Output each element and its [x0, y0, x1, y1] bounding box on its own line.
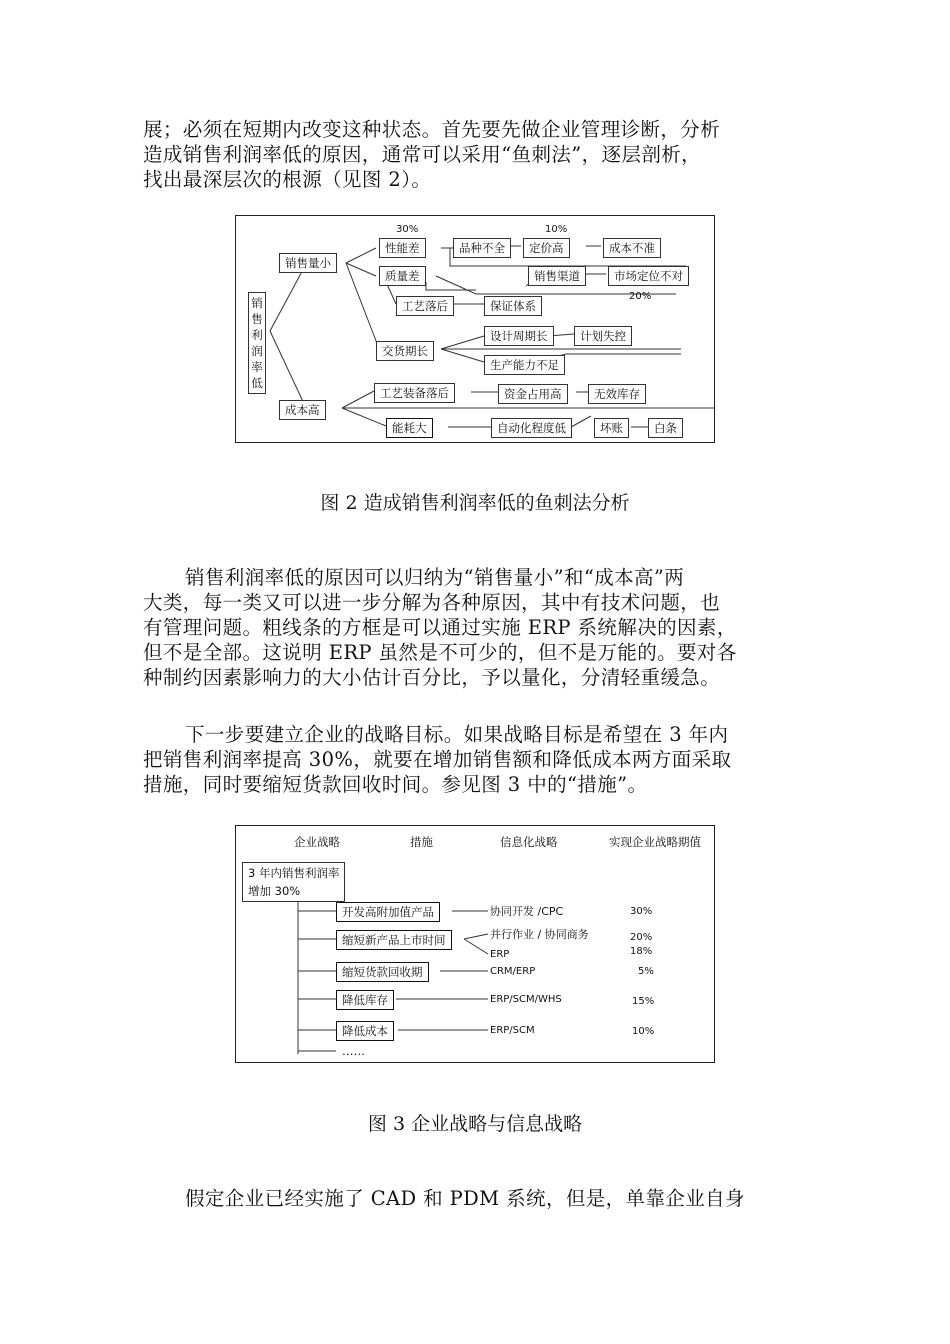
node-energy: 能耗大 [386, 418, 433, 438]
node-process-backward: 工艺落后 [396, 296, 454, 316]
text-line: 找出最深层次的根源（见图 2）。 [143, 168, 432, 191]
node-cost-inaccurate: 成本不准 [603, 238, 661, 258]
text-line: 假定企业已经实施了 CAD 和 PDM 系统，但是，单靠企业自身 [185, 1187, 745, 1210]
text-line: 措施，同时要缩短货款回收时间。参见图 3 中的“措施”。 [143, 773, 648, 796]
node-capacity: 生产能力不足 [484, 355, 565, 375]
header-enterprise-strategy: 企业战略 [294, 835, 340, 849]
node-bad-debt: 坏账 [594, 418, 629, 438]
node-performance: 性能差 [379, 238, 426, 258]
root-node [248, 292, 266, 394]
measure-box: 缩短新产品上市时间 [336, 930, 452, 950]
info-strategy: CRM/ERP [490, 966, 536, 977]
figure-3-caption: 图 3 企业战略与信息战略 [367, 1113, 583, 1135]
percent-label: 30% [396, 224, 419, 235]
paragraph-3 [143, 722, 808, 797]
node-inventory: 无效库存 [588, 384, 646, 404]
info-strategy: 并行作业 / 协同商务 [490, 928, 589, 941]
node-equipment: 工艺装备落后 [374, 383, 455, 403]
expected-value: 15% [632, 996, 655, 1007]
measure-box: 降低库存 [336, 990, 394, 1010]
expected-value: 20% [630, 932, 653, 943]
expected-value: 18% [630, 946, 653, 957]
strategy-diagram [235, 825, 715, 1063]
text-line: 销售利润率低的原因可以归纳为“销售量小”和“成本高”两 [185, 566, 685, 589]
node-sales-channel: 销售渠道 [528, 266, 586, 286]
info-strategy: ERP [490, 949, 510, 960]
root-label: 销售利润率低 [251, 296, 263, 390]
node-quality: 质量差 [379, 266, 426, 286]
text-line: 下一步要建立企业的战略目标。如果战略目标是希望在 3 年内 [185, 723, 729, 746]
text-line: 造成销售利润率低的原因，通常可以采用“鱼刺法”，逐层剖析， [143, 143, 702, 166]
percent-label: 10% [545, 224, 568, 235]
paragraph-1 [143, 117, 808, 192]
text-line: 但不是全部。这说明 ERP 虽然是不可少的，但不是万能的。要对各 [143, 641, 737, 664]
expected-value: 10% [632, 1026, 655, 1037]
expected-value: 30% [630, 906, 653, 917]
node-capital: 资金占用高 [498, 384, 568, 404]
measure-box: 开发高附加值产品 [336, 902, 440, 922]
node-variety: 品种不全 [453, 238, 511, 258]
goal-line: 增加 30% [248, 884, 301, 898]
paragraph-4 [143, 1186, 808, 1211]
node-market-position: 市场定位不对 [608, 266, 689, 286]
node-automation: 自动化程度低 [491, 418, 572, 438]
node-sales-volume: 销售量小 [279, 253, 337, 273]
info-strategy: ERP/SCM [490, 1025, 535, 1036]
header-expected-value: 实现企业战略期值 [609, 835, 701, 849]
header-measures: 措施 [410, 835, 433, 849]
fishbone-diagram [235, 215, 715, 443]
node-iou: 白条 [648, 418, 683, 438]
node-qa-system: 保证体系 [484, 296, 542, 316]
info-strategy: ERP/SCM/WHS [490, 994, 562, 1005]
node-high-cost: 成本高 [279, 400, 326, 420]
text-line: 展；必须在短期内改变这种状态。首先要先做企业管理诊断，分析 [143, 118, 721, 141]
node-delivery: 交货期长 [376, 341, 434, 361]
figure-2-caption: 图 2 造成销售利润率低的鱼刺法分析 [320, 492, 630, 514]
header-info-strategy: 信息化战略 [500, 835, 558, 849]
goal-box [242, 862, 345, 902]
percent-label: 20% [629, 291, 652, 302]
measure-box: 缩短货款回收期 [336, 962, 429, 982]
text-line: 大类，每一类又可以进一步分解为各种原因，其中有技术问题，也 [143, 591, 721, 614]
text-line: 种制约因素影响力的大小估计百分比，予以量化，分清轻重缓急。 [143, 666, 721, 689]
goal-line: 3 年内销售利润率 [248, 866, 340, 880]
paragraph-2 [143, 565, 808, 690]
node-pricing: 定价高 [523, 238, 570, 258]
text-line: 把销售利润率提高 30%，就要在增加销售额和降低成本两方面采取 [143, 748, 732, 771]
expected-value: 5% [638, 966, 654, 977]
measure-box: 降低成本 [336, 1021, 394, 1041]
text-line: 有管理问题。粗线条的方框是可以通过实施 ERP 系统解决的因素， [143, 616, 737, 639]
node-design-cycle: 设计周期长 [484, 326, 554, 346]
node-plan-control: 计划失控 [574, 326, 632, 346]
info-strategy: 协同开发 /CPC [490, 905, 564, 918]
ellipsis: …… [342, 1044, 365, 1058]
